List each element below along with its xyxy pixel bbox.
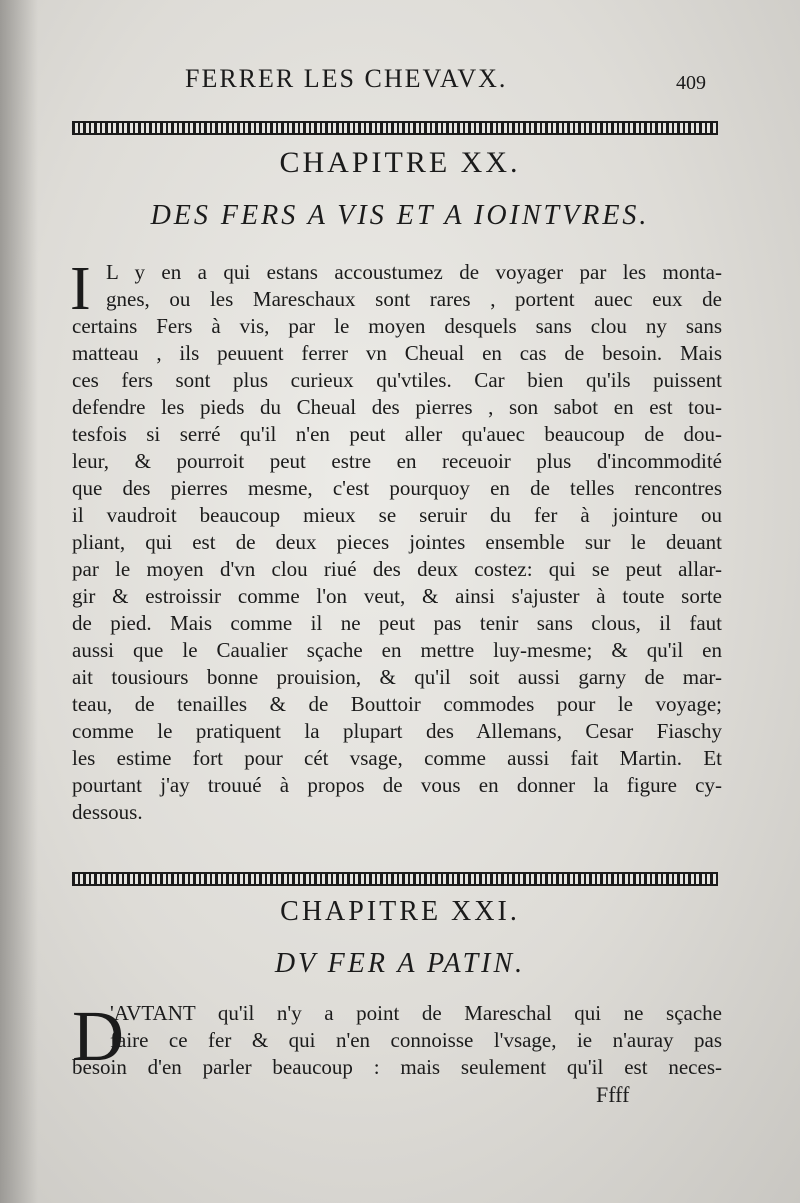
chapter-20-heading: CHAPITRE XX. <box>279 146 521 179</box>
text-line: 'AVTANT qu'il n'y a point de Mareschal qui ne sçache <box>110 1001 722 1025</box>
ornamental-divider-top <box>72 121 718 135</box>
chapter-20-text <box>70 255 722 826</box>
text-line: que des pierres mesme, c'est pourquoy en de telles rencontres <box>72 476 722 500</box>
signature-mark: Ffff <box>596 1082 630 1107</box>
ornamental-divider-middle <box>72 872 718 886</box>
text-line: tesfois si serré qu'il n'en peut aller qu'auec beaucoup de dou- <box>72 422 722 446</box>
text-line: ait tousiours bonne prouision, & qu'il soit aussi garny de mar- <box>72 665 722 689</box>
chapter-21-drop-cap: D <box>72 996 124 1076</box>
running-title: FERRER LES CHEVAVX. <box>185 64 508 93</box>
text-line: ces fers sont plus curieux qu'vtiles. Car bien qu'ils puissent <box>72 368 722 392</box>
text-line: par le moyen d'vn clou riué des deux costez: qui se peut allar- <box>72 557 722 581</box>
chapter-20-drop-cap: I <box>70 255 91 323</box>
text-line: pliant, qui est de deux pieces jointes ensemble sur le deuant <box>72 530 722 554</box>
text-line: aussi que le Caualier sçache en mettre luy-mesme; & qu'il en <box>72 638 722 662</box>
text-line: les estime fort pour cét vsage, comme aussi fait Martin. Et <box>72 746 722 770</box>
text-line: certains Fers à vis, par le moyen desquels sans clou ny sans <box>72 314 722 338</box>
text-line: faire ce fer & qui n'en connoisse l'vsage, ie n'auray pas <box>110 1028 722 1052</box>
text-line: comme le pratiquent la plupart des Allemans, Cesar Fiaschy <box>72 719 722 743</box>
text-line: L y en a qui estans accoustumez de voyager par les monta- <box>106 260 722 284</box>
text-line: dessous. <box>72 800 143 824</box>
chapter-21-text <box>72 996 722 1081</box>
text-line: pourtant j'ay trouué à propos de vous en donner la figure cy- <box>72 773 722 797</box>
text-line: matteau , ils peuuent ferrer vn Cheual en cas de besoin. Mais <box>72 341 722 365</box>
text-line: teau, de tenailles & de Bouttoir commodes pour le voyage; <box>72 692 722 716</box>
text-line: il vaudroit beaucoup mieux se seruir du fer à jointure ou <box>72 503 722 527</box>
text-line: gnes, ou les Mareschaux sont rares , portent auec eux de <box>106 287 722 311</box>
binding-shadow <box>0 0 38 1203</box>
chapter-21-heading: CHAPITRE XXI. <box>280 896 520 927</box>
text-line: leur, & pourroit peut estre en receuoir plus d'incommodité <box>72 449 722 473</box>
text-line: defendre les pieds du Cheual des pierres , son sabot en est tou- <box>72 395 722 419</box>
page-number: 409 <box>676 72 706 94</box>
text-line: gir & estroissir comme l'on veut, & ainsi s'ajuster à toute sorte <box>72 584 722 608</box>
text-line: de pied. Mais comme il ne peut pas tenir sans clous, il faut <box>72 611 722 635</box>
chapter-21-title: DV FER A PATIN. <box>274 948 526 979</box>
text-line: besoin d'en parler beaucoup : mais seulement qu'il est neces- <box>72 1055 722 1079</box>
chapter-20-title: DES FERS A VIS ET A IOINTVRES. <box>150 200 650 231</box>
